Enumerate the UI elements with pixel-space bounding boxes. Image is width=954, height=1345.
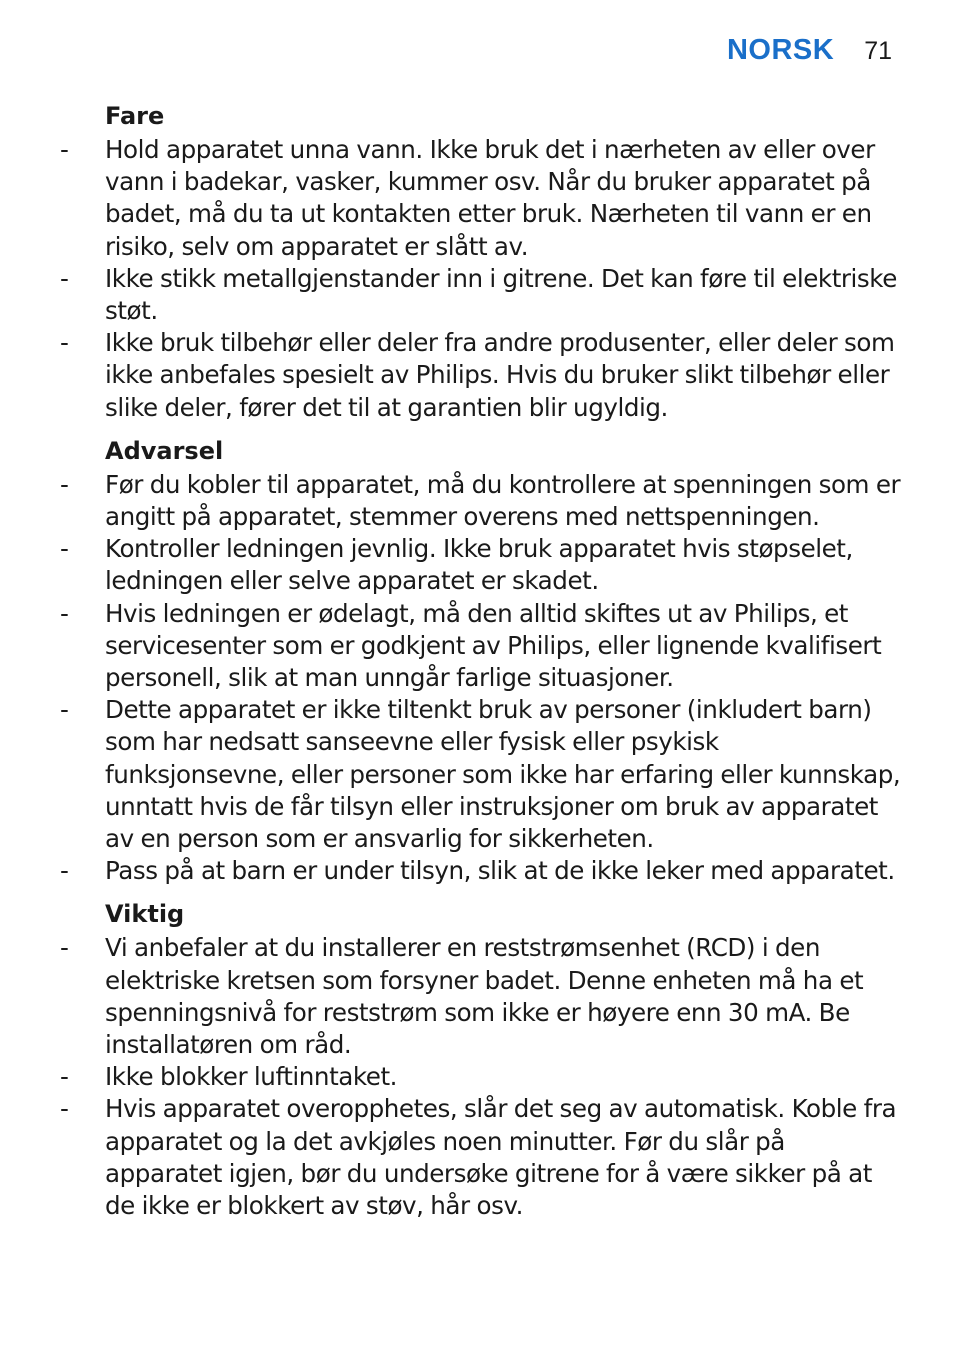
list-item: - Ikke blokker luftinntaket. [60, 1062, 398, 1092]
document-body [0, 100, 954, 1233]
list-item-text: Hvis apparatet overopphetes, slår det seg av automatisk. Koble fra apparatet og la det avkjøles noen minutter. Før du slår på apparatet igjen, bør du undersøke gitrene for å være sikker på at de ikke er blokkert av støv, hår osv. [105, 1094, 897, 1221]
list-item-text: Hold apparatet unna vann. Ikke bruk det i nærheten av eller over vann i badekar, vasker, kummer osv. Når du bruker apparatet på badet, må du ta ut kontakten etter bruk. Nærheten til vann er en risiko, selv om apparatet er slått av. [105, 135, 875, 261]
list-item: - Dette apparatet er ikke tiltenkt bruk av personer (inkludert barn) som har nedsatt sanseevne eller fysisk eller psykisk funksjonsevne, eller personer som ikke har erfaring eller kunnskap, unntatt hvis de får tilsyn eller instruksjoner om bruk av apparatet av en person som er ansvarlig for sikkerheten. [60, 695, 901, 854]
section-heading: Viktig [105, 900, 185, 929]
list-item-text: Pass på at barn er under tilsyn, slik at de ikke leker med apparatet. [105, 856, 895, 886]
language-label: NORSK [726, 34, 835, 66]
list-item: - Hold apparatet unna vann. Ikke bruk det i nærheten av eller over vann i badekar, vasker, kummer osv. Når du bruker apparatet på badet, må du ta ut kontakten etter bruk. Nærheten til vann er en risiko, selv om apparatet er slått av. [60, 135, 875, 261]
list-item: - Vi anbefaler at du installerer en reststrømsenhet (RCD) i den elektriske kretsen som forsyner badet. Denne enheten må ha et spenningsnivå for reststrøm som ikke er høyere enn 30 mA. Be installatøren om råd. [60, 933, 864, 1060]
list-item-text: Kontroller ledningen jevnlig. Ikke bruk apparatet hvis støpselet, ledningen eller selve apparatet er skadet. [105, 534, 853, 596]
list-item-text: Før du kobler til apparatet, må du kontrollere at spenningen som er angitt på apparatet, stemmer overens med nettspenningen. [105, 469, 901, 532]
section-heading: Advarsel [105, 436, 224, 465]
section-viktig [0, 898, 954, 1222]
page-header [727, 34, 892, 67]
section-heading: Fare [105, 102, 165, 130]
list-item-text: Vi anbefaler at du installerer en reststrømsenhet (RCD) i den elektriske kretsen som forsyner badet. Denne enheten må ha et spenningsnivå for reststrøm som ikke er høyere enn 30 mA. Be installatøren om råd. [105, 933, 864, 1060]
list-item: - Hvis ledningen er ødelagt, må den alltid skiftes ut av Philips, et servicesenter som er godkjent av Philips, eller lignende kvalifisert personell, slik at man unngår farlige situasjoner. [60, 598, 882, 693]
bullet-list [0, 469, 954, 888]
page-number: 71 [864, 37, 892, 65]
list-item-text: Ikke bruk tilbehør eller deler fra andre produsenter, eller deler som ikke anbefales spesielt av Philips. Hvis du bruker slikt tilbehør eller slike deler, fører det til at garantien blir ugyldig. [105, 328, 895, 422]
list-item-text: Ikke stikk metallgjenstander inn i gitrene. Det kan føre til elektriske støt. [105, 263, 897, 326]
list-item-text: Ikke blokker luftinntaket. [105, 1062, 398, 1092]
list-item: - Før du kobler til apparatet, må du kontrollere at spenningen som er angitt på apparatet, stemmer overens med nettspenningen. [60, 469, 901, 532]
list-item: - Hvis apparatet overopphetes, slår det seg av automatisk. Koble fra apparatet og la det avkjøles noen minutter. Før du slår på apparatet igjen, bør du undersøke gitrene for å være sikker på at de ikke er blokkert av støv, hår osv. [60, 1094, 897, 1221]
list-item: - Ikke bruk tilbehør eller deler fra andre produsenter, eller deler som ikke anbefales spesielt av Philips. Hvis du bruker slikt tilbehør eller slike deler, fører det til at garantien blir ugyldig. [60, 328, 895, 422]
section-fare [0, 100, 954, 424]
list-item: - Kontroller ledningen jevnlig. Ikke bruk apparatet hvis støpselet, ledningen eller selve apparatet er skadet. [60, 534, 853, 596]
section-advarsel [0, 435, 954, 888]
list-item-text: Hvis ledningen er ødelagt, må den alltid skiftes ut av Philips, et servicesenter som er godkjent av Philips, eller lignende kvalifisert personell, slik at man unngår farlige situasjoner. [105, 598, 882, 693]
bullet-list [0, 932, 954, 1222]
list-item: - Ikke stikk metallgjenstander inn i gitrene. Det kan føre til elektriske støt. [60, 263, 897, 326]
bullet-list [0, 134, 954, 424]
list-item: - Pass på at barn er under tilsyn, slik at de ikke leker med apparatet. [60, 856, 895, 886]
list-item-text: Dette apparatet er ikke tiltenkt bruk av personer (inkludert barn) som har nedsatt sanseevne eller fysisk eller psykisk funksjonsevne, eller personer som ikke har erfaring eller kunnskap, unntatt hvis de får tilsyn eller instruksjoner om bruk av apparatet av en person som er ansvarlig for sikkerheten. [105, 695, 901, 854]
